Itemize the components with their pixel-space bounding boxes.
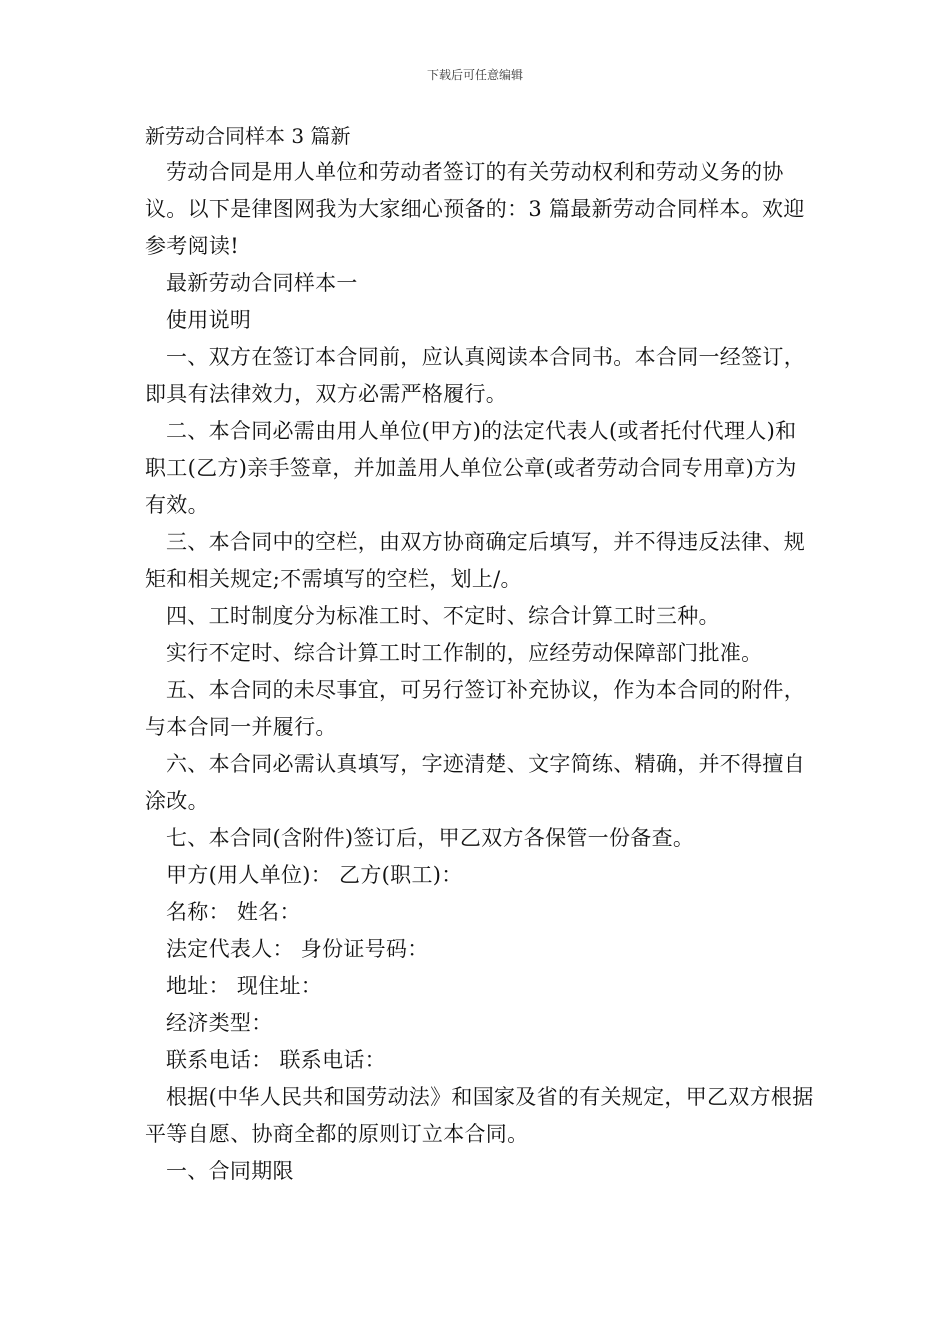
- document-body: [145, 118, 815, 1190]
- paragraph-item-1: 一、双方在签订本合同前，应认真阅读本合同书。本合同一经签订，即具有法律效力，双方必需严格履行。: [145, 345, 805, 406]
- paragraph-item-7: 七、本合同(含附件)签订后，甲乙双方各保管一份备查。: [166, 826, 695, 850]
- paragraph-usage-heading: 使用说明: [166, 308, 252, 332]
- field-name: 名称： 姓名：: [166, 900, 301, 924]
- paragraph-intro: 劳动合同是用人单位和劳动者签订的有关劳动权利和劳动义务的协议。以下是律图网我为大家细心预备的：3 篇最新劳动合同样本。欢迎参考阅读!: [145, 160, 805, 258]
- paragraph-item-3: 三、本合同中的空栏，由双方协商确定后填写，并不得违反法律、规矩和相关规定;不需填写的空栏，划上/。: [145, 530, 805, 591]
- paragraph-sample-heading: 最新劳动合同样本一: [166, 271, 358, 295]
- paragraph-item-6: 六、本合同必需认真填写，字迹清楚、文字简练、精确，并不得擅自涂改。: [145, 752, 805, 813]
- paragraph-basis: 根据(中华人民共和国劳动法》和国家及省的有关规定，甲乙双方根据平等自愿、协商全都的原则订立本合同。: [145, 1085, 814, 1146]
- page-header: 下载后可任意编辑: [426, 68, 523, 82]
- field-economic-type: 经济类型：: [166, 1011, 273, 1035]
- field-parties: 甲方(用人单位)： 乙方(职工)：: [166, 863, 463, 887]
- document-title: 新劳动合同样本 3 篇新: [145, 124, 351, 148]
- paragraph-item-5: 五、本合同的未尽事宜，可另行签订补充协议，作为本合同的附件，与本合同一并履行。: [145, 678, 805, 739]
- paragraph-item-2: 二、本合同必需由用人单位(甲方)的法定代表人(或者托付代理人)和职工(乙方)亲手签章，并加盖用人单位公章(或者劳动合同专用章)方为有效。: [145, 419, 797, 517]
- field-representative: 法定代表人： 身份证号码：: [166, 937, 429, 961]
- field-address: 地址： 现住址：: [166, 974, 323, 998]
- field-phone: 联系电话： 联系电话：: [166, 1048, 386, 1072]
- paragraph-item-4: 四、工时制度分为标准工时、不定时、综合计算工时三种。: [166, 604, 720, 628]
- section-heading-term: 一、合同期限: [166, 1159, 294, 1183]
- paragraph-item-4-note: 实行不定时、综合计算工时工作制的，应经劳动保障部门批准。: [166, 641, 763, 665]
